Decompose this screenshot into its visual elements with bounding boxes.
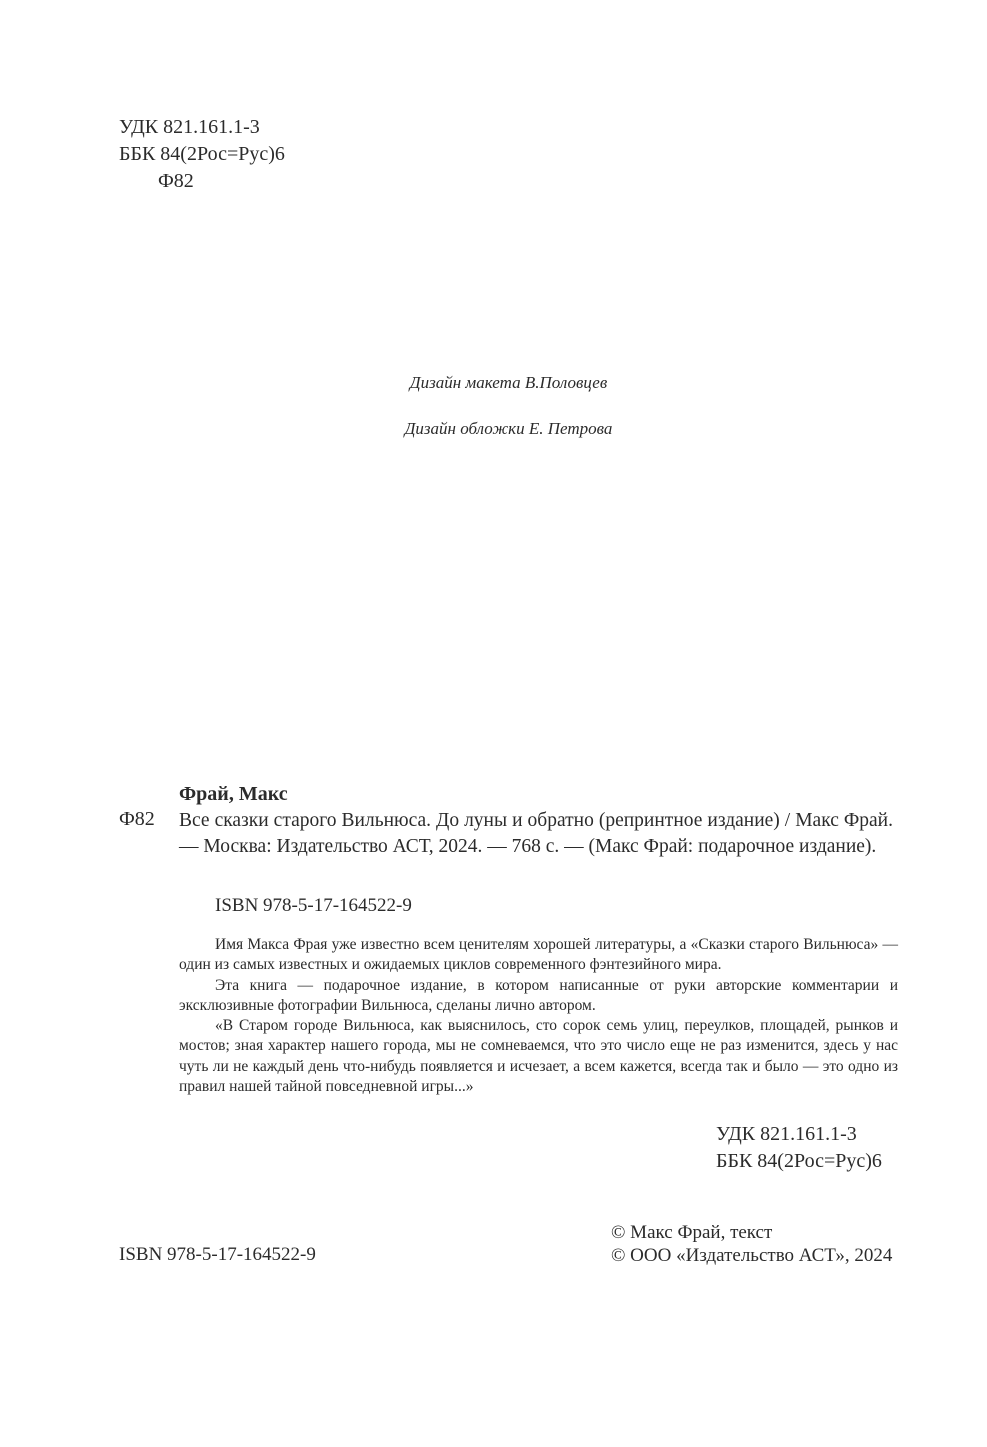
author-mark-code: Ф82 — [158, 170, 194, 192]
record-author-mark: Ф82 — [119, 808, 155, 830]
record-isbn: ISBN 978-5-17-164522-9 — [215, 895, 412, 916]
bbk-code: ББК 84(2Рос=Рус)6 — [119, 143, 285, 165]
cover-design-credit: Дизайн обложки Е. Петрова — [404, 419, 613, 438]
bottom-udk-code: УДК 821.161.1-3 — [716, 1123, 857, 1145]
annotation — [179, 935, 898, 1097]
udk-code: УДК 821.161.1-3 — [119, 116, 260, 138]
bottom-classification-codes — [716, 1121, 882, 1175]
copyright-publisher: © ООО «Издательство АСТ», 2024 — [611, 1245, 893, 1266]
annotation-paragraph-1: Имя Макса Фрая уже известно всем ценителям хорошей литературы, а «Сказки старого Вильнюса» — один из самых известных и ожидаемых циклов современного фэнтезийного мира. — [179, 936, 898, 974]
copyright-text: © Макс Фрай, текст — [611, 1222, 773, 1243]
annotation-paragraph-2: Эта книга — подарочное издание, в котором написанные от руки авторские комментарии и эксклюзивные фотографии Вильнюса, сделаны лично автором. — [179, 976, 898, 1014]
bottom-bbk-code: ББК 84(2Рос=Рус)6 — [716, 1150, 882, 1172]
record-description: Все сказки старого Вильнюса. До луны и обратно (репринтное издание) / Макс Фрай. — Москва: Издательство АСТ, 2024. — 768 с. — (Макс Фрай: подарочное издание). — [179, 810, 893, 857]
record-author: Фрай, Макс — [179, 783, 288, 805]
top-classification-codes — [119, 114, 285, 195]
layout-design-credit: Дизайн макета В.Половцев — [409, 373, 608, 392]
annotation-paragraph-3: «В Старом городе Вильнюса, как выяснилось, сто сорок семь улиц, переулков, площадей, рынков и мостов; зная характер нашего города, мы не сомневаемся, что это число еще не раз изменится, здесь у нас чуть ли не каждый день что-нибудь появляется и исчезает, а всем кажется, всегда так и было — это одно из правил нашей тайной повседневной игры...» — [179, 1017, 898, 1096]
bottom-isbn: ISBN 978-5-17-164522-9 — [119, 1244, 316, 1265]
copyright-block — [611, 1221, 892, 1267]
